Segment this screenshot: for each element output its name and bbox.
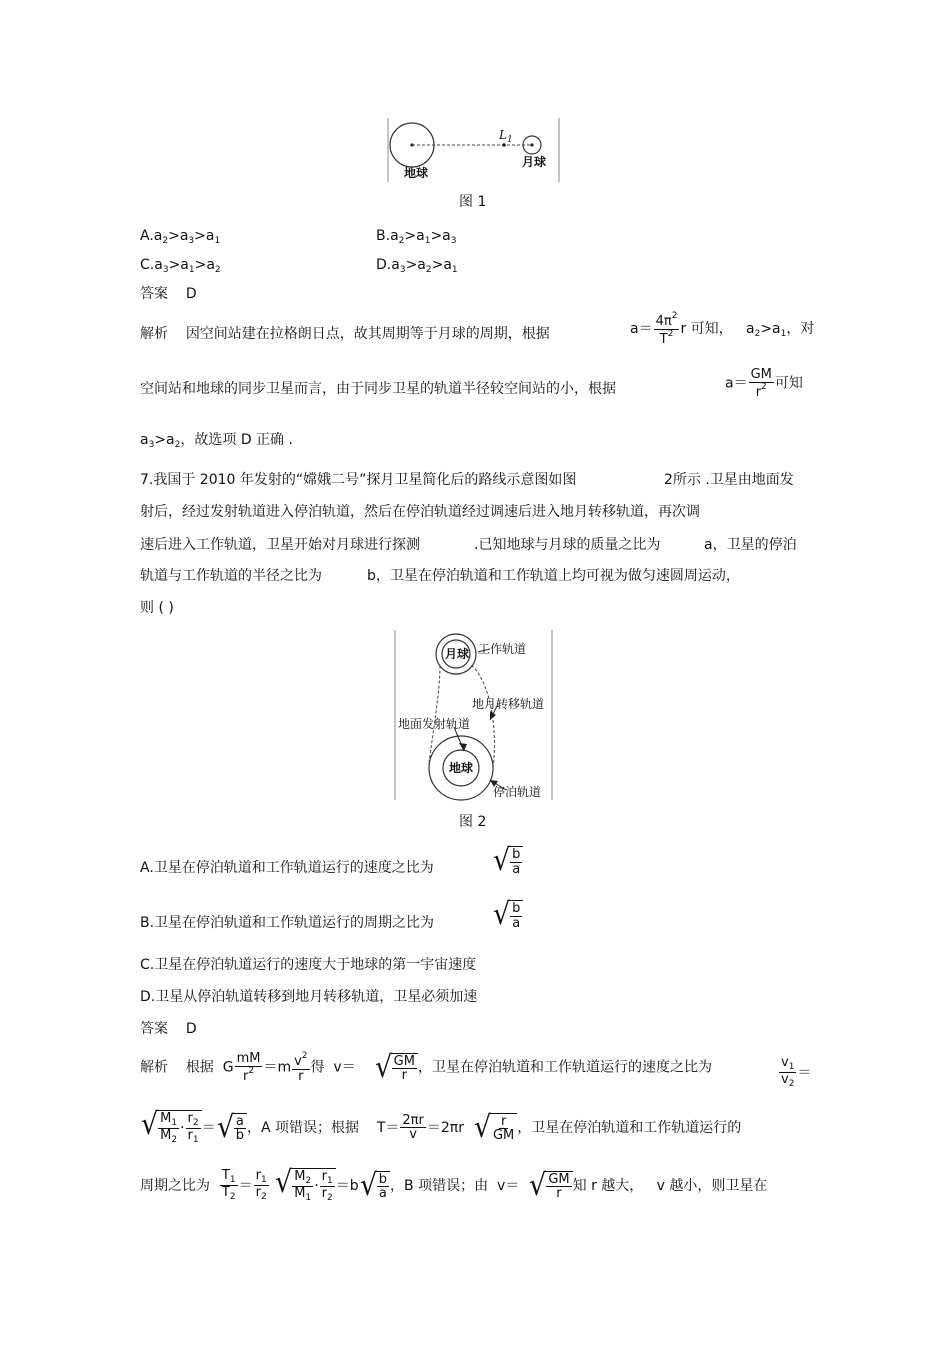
q7-analysis-line1: 解析 根据 G $\frac{mM}{r^2}$ ＝m $\frac{v^2}{r}$ 得 v＝ √ $\frac{GM}{r}$ ，卫星在停泊轨道和工作轨道运行的速度之比为 xyxy=(140,1049,712,1085)
q7-analysis-line2: √ $\frac{M_1}{M_2}$ · $\frac{r_2}{r_1}$ ＝ √ $\frac{a}{b}$ ，A 项错误；根据 T＝ $\frac{2\pi r}{v}$ ＝2πr √ $\frac{r}{GM}$ ，卫星在停泊轨道和工作轨道运行的 xyxy=(140,1107,742,1146)
q7-stem-line3b: .已知地球与月球的质量之比为 xyxy=(474,537,661,553)
fig2-moon-label: 月球 xyxy=(445,647,470,661)
q7-option-b: B.卫星在停泊轨道和工作轨道运行的周期之比为 xyxy=(140,915,435,931)
q7-v-ratio: $\frac{v_1}{v_2}$ ＝ xyxy=(781,1055,812,1090)
fig1-moon-label: 月球 xyxy=(522,155,547,169)
q7-answer: 答案 D xyxy=(140,1021,197,1037)
q7-stem-line4b: b，卫星在停泊轨道和工作轨道上均可视为做匀速圆周运动， xyxy=(367,568,740,584)
fig2-launch-orbit-label: 地面发射轨道 xyxy=(398,717,471,731)
q7-stem-line2: 射后，经过发射轨道进入停泊轨道，然后在停泊轨道经过调速后进入地月转移轨道，再次调 xyxy=(140,504,700,520)
fig2-earth-label: 地球 xyxy=(449,761,474,775)
q7-analysis-line3: 周期之比为 $\frac{T_1}{T_2}$ ＝ $\frac{r_1}{r_2}$ √ $\frac{M_2}{M_1}$ · $\frac{r_1}{r_2}$ ＝b √ $\frac{b}{a}$ ，B 项错误；由 v＝ √ $\frac{GM}{r}$ 知 r 越大， v 越小，则卫星在 xyxy=(140,1165,768,1204)
fig1-caption: 图 1 xyxy=(459,194,487,210)
q6-option-d: $D.a_3>a_2>a_1$ xyxy=(376,257,458,275)
q6-option-b: $B.a_2>a_1>a_3$ xyxy=(376,228,457,246)
fig2-work-orbit-label: 工作轨道 xyxy=(478,642,527,656)
fig1-l1-label: $L_1$ xyxy=(499,128,513,145)
q6-option-c: $C.a_3>a_1>a_2$ xyxy=(140,257,221,275)
fig1-earth-label: 地球 xyxy=(404,166,429,180)
q7-option-a-formula: √ $\frac{b}{a}$ xyxy=(492,846,523,876)
figure-2 xyxy=(394,630,554,802)
q7-option-b-formula: √ $\frac{b}{a}$ xyxy=(492,900,523,930)
fig2-caption: 图 2 xyxy=(459,814,487,830)
q6-formula-1: a＝ $\frac{4\pi^2}{T^2}$ r 可知， $a_2>a_1$，对 xyxy=(630,311,815,347)
fig2-parking-orbit-label: 停泊轨道 xyxy=(493,785,542,799)
q7-option-d: D.卫星从停泊轨道转移到地月转移轨道，卫星必须加速 xyxy=(140,989,478,1005)
q6-analysis-line2: 空间站和地球的同步卫星而言，由于同步卫星的轨道半径较空间站的小，根据 xyxy=(140,381,616,397)
q7-stem-line3c: a，卫星的停泊 xyxy=(704,537,797,553)
fig2-transfer-orbit-label: 地月转移轨道 xyxy=(472,697,545,711)
q7-option-c: C.卫星在停泊轨道运行的速度大于地球的第一宇宙速度 xyxy=(140,957,477,973)
q7-stem-line4: 轨道与工作轨道的半径之比为 xyxy=(140,568,322,584)
q7-stem-line1: 7.我国于 2010 年发射的“嫦娥二号”探月卫星简化后的路线示意图如图 xyxy=(140,472,577,488)
q7-option-a: A.卫星在停泊轨道和工作轨道运行的速度之比为 xyxy=(140,860,434,876)
q7-stem-line1b: 2所示 .卫星由地面发 xyxy=(664,472,794,488)
q7-stem-line3: 速后进入工作轨道，卫星开始对月球进行探测 xyxy=(140,537,420,553)
q6-option-a: $A.a_2>a_3>a_1$ xyxy=(140,228,221,246)
q7-stem-line5: 则 ( ) xyxy=(140,600,174,616)
q6-analysis-line1: 解析 因空间站建在拉格朗日点，故其周期等于月球的周期，根据 xyxy=(140,326,550,342)
q6-analysis-line3: $a_3>a_2$，故选项 D 正确 . xyxy=(140,432,293,450)
q6-formula-2: a＝ $\frac{GM}{r^2}$ 可知 xyxy=(725,367,803,400)
q6-answer: 答案 D xyxy=(140,286,197,302)
